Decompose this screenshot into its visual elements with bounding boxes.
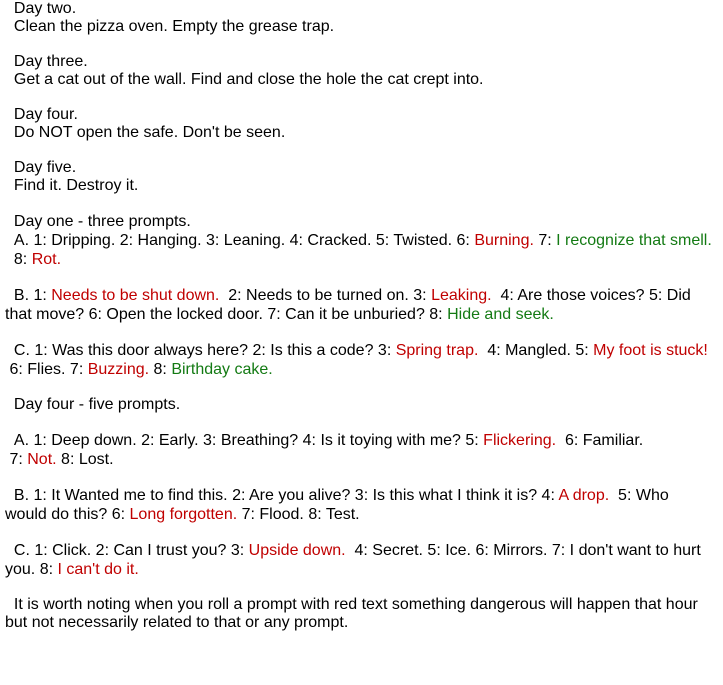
danger-prompt: Upside down.: [248, 542, 346, 559]
prompt-text: 8: Lost.: [56, 451, 114, 468]
task-title: Day three.: [5, 53, 88, 70]
danger-prompt: Leaking.: [431, 287, 492, 304]
danger-prompt: A drop.: [558, 487, 610, 504]
danger-prompt: My foot is stuck!: [593, 342, 708, 359]
prompt-list-day-one-a: [5, 231, 721, 269]
section-heading-day-four: Day four - five prompts.: [5, 396, 181, 413]
prompt-list-day-one-b-wrap: [5, 286, 721, 324]
task-title: Day five.: [5, 159, 77, 176]
prompt-text: 5: Who would do this? 6:: [5, 487, 669, 523]
prompt-list-day-four-c: [5, 541, 721, 579]
prompt-text: C. 1: Was this door always here? 2: Is this a code? 3:: [5, 342, 396, 359]
task-body: Clean the pizza oven. Empty the grease trap.: [5, 18, 335, 35]
prompt-text: 7: Flood. 8: Test.: [237, 506, 360, 523]
task-day-four: [5, 106, 721, 142]
prompt-list-day-four-a: [5, 431, 721, 469]
prompt-text: 6: Familiar. 7:: [9, 432, 644, 468]
prompt-list-day-four-a-wrap: [5, 431, 721, 469]
prompt-list-day-one-c-wrap: [5, 341, 721, 379]
prompt-text: 2: Needs to be turned on. 3:: [219, 287, 432, 304]
prompt-list-day-four-c-wrap: [5, 541, 721, 579]
prompt-text: B. 1:: [5, 287, 52, 304]
prompt-text: 7:: [533, 232, 557, 249]
danger-prompt: Flickering.: [483, 432, 557, 449]
prompt-text: C. 1: Click. 2: Can I trust you? 3:: [5, 542, 249, 559]
task-body: Find it. Destroy it.: [5, 177, 139, 194]
danger-prompt: I can't do it.: [57, 561, 139, 578]
task-title: Day four.: [5, 106, 78, 123]
prompt-list-day-one-c: [5, 341, 721, 379]
prompt-text: A. 1: Dripping. 2: Hanging. 3: Leaning. 4: Cracked. 5: Twisted. 6:: [5, 232, 475, 249]
prompt-text: A. 1: Deep down. 2: Early. 3: Breathing? 4: Is it toying with me? 5:: [5, 432, 484, 449]
prompt-list-day-one-b: [5, 286, 721, 324]
footnote-wrap: [5, 596, 721, 632]
danger-prompt: Long forgotten.: [129, 506, 238, 523]
section-heading-day-one: Day one - three prompts.: [5, 213, 191, 230]
day-one-heading-and-a: [5, 212, 721, 269]
prompt-text: 8:: [149, 361, 172, 378]
prompt-text: 4: Secret. 5: Ice. 6: Mirrors. 7: I don't want to hurt you. 8:: [5, 542, 701, 578]
safe-prompt: I recognize that smell.: [556, 232, 712, 249]
danger-prompt: Rot.: [31, 251, 62, 268]
task-title: Day two.: [5, 0, 77, 17]
prompt-text: B. 1: It Wanted me to find this. 2: Are you alive? 3: Is this what I think it is? 4:: [5, 487, 559, 504]
day-four-heading-wrap: [5, 396, 721, 414]
prompt-list-day-four-b: [5, 486, 721, 524]
task-body: Get a cat out of the wall. Find and close the hole the cat crept into.: [5, 71, 484, 88]
safe-prompt: Hide and seek.: [447, 306, 554, 323]
document-body: [5, 0, 721, 649]
prompt-list-day-four-b-wrap: [5, 486, 721, 524]
prompt-text: 4: Mangled. 5:: [478, 342, 594, 359]
task-day-five: [5, 159, 721, 195]
danger-prompt: Needs to be shut down.: [51, 287, 220, 304]
danger-prompt: Spring trap.: [395, 342, 479, 359]
task-day-three: [5, 53, 721, 89]
prompt-text: 4: Are those voices? 5: Did that move? 6: Open the locked door. 7: Can it be unburied? 8:: [5, 287, 691, 323]
safe-prompt: Birthday cake.: [171, 361, 273, 378]
danger-prompt: Buzzing.: [87, 361, 150, 378]
danger-prompt: Not.: [27, 451, 57, 468]
danger-prompt: Burning.: [474, 232, 534, 249]
danger-note: It is worth noting when you roll a prompt with red text something dangerous will happen that hour but not necessarily related to that or any prompt.: [5, 596, 698, 631]
prompt-text: 8:: [13, 251, 28, 268]
task-day-two: [5, 0, 721, 36]
prompt-text: 6: Flies. 7:: [9, 361, 84, 378]
task-body: Do NOT open the safe. Don't be seen.: [5, 124, 286, 141]
